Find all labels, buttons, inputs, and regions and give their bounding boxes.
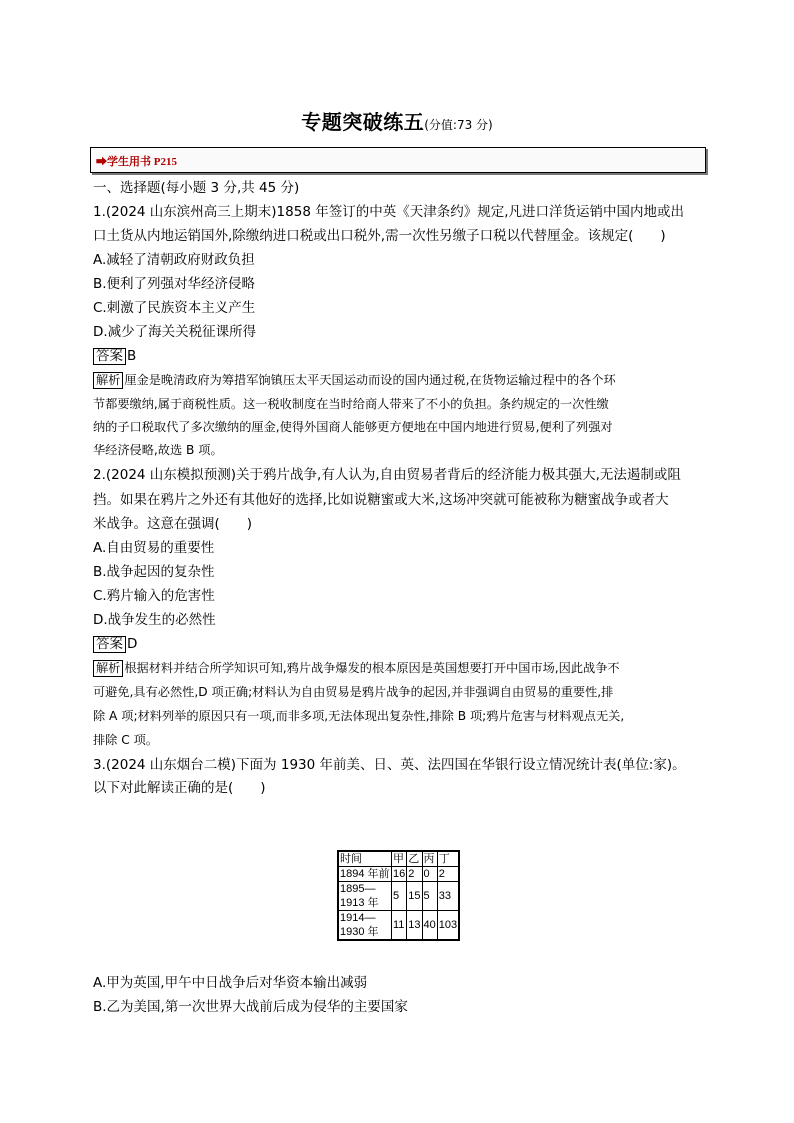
section-heading: 一、选择题(每小题 3 分,共 45 分) (93, 180, 300, 196)
q1-analysis-line2: 节都要缴纳,属于商税性质。这一税收制度在当时给商人带来了不小的负担。条约规定的一次性缴 (93, 397, 609, 411)
q1-stem-line2: 口土货从内地运销国外,除缴纳进口税或出口税外,需一次性另缴子口税以代替厘金。该规定( ) (93, 228, 666, 244)
table-cell: 5 (422, 882, 437, 911)
table-cell: 33 (437, 882, 459, 911)
q3-option-a: A.甲为英国,甲午中日战争后对华资本输出减弱 (93, 975, 368, 991)
table-cell: 2 (437, 867, 459, 882)
q1-stem-line1: 1.(2024 山东滨州高三上期末)1858 年签订的中英《天津条约》规定,凡进口洋货运销中国内地或出 (93, 204, 684, 220)
q1-answer-value: B (127, 348, 137, 364)
period-part: 1913 年 (340, 897, 379, 909)
q2-answer-value: D (127, 636, 138, 652)
analysis-tag: 解析 (93, 660, 123, 677)
table-cell: 40 (422, 911, 437, 941)
table-cell: 0 (422, 867, 437, 882)
q1-analysis-line1 (93, 371, 616, 389)
student-book-banner[interactable] (90, 147, 706, 173)
title-main: 专题突破练五 (301, 110, 425, 134)
q3-option-b: B.乙为美国,第一次世界大战前后成为侵华的主要国家 (93, 999, 408, 1015)
q2-analysis-line1 (93, 659, 620, 677)
q2-analysis-line2: 可避免,具有必然性,D 项正确;材料认为自由贸易是鸦片战争的起因,并非强调自由贸易的重要性,排 (93, 685, 614, 699)
table-header-cell: 乙 (407, 851, 422, 867)
q3-stem-line2: 以下对此解读正确的是( ) (93, 780, 266, 796)
table-header-cell: 甲 (392, 851, 407, 867)
q3-stem-line1: 3.(2024 山东烟台二模)下面为 1930 年前美、日、英、法四国在华银行设立情况统计表(单位:家)。 (93, 757, 686, 773)
period-part: 1930 年 (340, 926, 379, 938)
q2-stem-line2: 挡。如果在鸦片之外还有其他好的选择,比如说糖蜜或大米,这场冲突就可能被称为糖蜜战争或者大 (93, 492, 669, 508)
q2-answer (93, 635, 137, 653)
table-cell: 13 (407, 911, 422, 941)
q1-answer (93, 347, 136, 365)
q2-option-c: C.鸦片输入的危害性 (93, 588, 215, 604)
analysis-tag: 解析 (93, 372, 123, 389)
q2-analysis-line3: 除 A 项;材料列举的原因只有一项,而非多项,无法体现出复杂性,排除 B 项;鸦片危害与材料观点无关, (93, 709, 625, 723)
table-cell: 16 (393, 868, 406, 880)
q2-option-a: A.自由贸易的重要性 (93, 540, 215, 556)
q1-option-a: A.减轻了清朝政府财政负担 (93, 252, 255, 268)
q2-stem-line3: 米战争。这意在强调( ) (93, 516, 253, 532)
table-header-row (338, 851, 459, 867)
q2-stem-line1: 2.(2024 山东模拟预测)关于鸦片战争,有人认为,自由贸易者背后的经济能力极其强大,无法遏制或阻 (93, 467, 681, 483)
table-header-cell: 时间 (338, 851, 392, 867)
table-cell-period (338, 882, 392, 911)
q2-analysis-line4: 排除 C 项。 (93, 733, 159, 747)
student-book-link[interactable]: ➡学生用书 P215 (96, 156, 177, 168)
table-cell-period (338, 911, 392, 941)
answer-tag: 答案 (93, 636, 126, 653)
table-cell: 5 (392, 882, 407, 911)
table-header-cell: 丙 (422, 851, 437, 867)
page-title (0, 106, 794, 135)
q2-option-d: D.战争发生的必然性 (93, 612, 216, 628)
q1-option-b: B.便利了列强对华经济侵略 (93, 276, 256, 292)
table-cell: 15 (407, 882, 422, 911)
table-cell: 2 (407, 867, 422, 882)
table-row (338, 882, 459, 911)
title-score: (分值:73 分) (424, 118, 493, 132)
q1-option-d: D.减少了海关关税征课所得 (93, 324, 257, 340)
q1-option-c: C.刺激了民族资本主义产生 (93, 300, 256, 316)
q1-analysis-text1: 厘金是晚清政府为筹措军饷镇压太平天国运动而设的国内通过税,在货物运输过程中的各个环 (124, 373, 616, 387)
answer-tag: 答案 (93, 348, 126, 365)
period-part: 1914— (340, 912, 376, 924)
table-cell: 103 (437, 911, 459, 941)
q2-analysis-text1: 根据材料并结合所学知识可知,鸦片战争爆发的根本原因是英国想要打开中国市场,因此战争不 (124, 661, 620, 675)
table-row (338, 911, 459, 941)
q2-option-b: B.战争起因的复杂性 (93, 564, 215, 580)
q1-analysis-line3: 纳的子口税取代了多次缴纳的厘金,使得外国商人能够更方便地在中国内地进行贸易,便利了列强对 (93, 420, 613, 434)
table-row (338, 867, 459, 882)
period-part: 1895— (340, 883, 376, 895)
bank-stats-table (337, 850, 460, 941)
table-cell: 11 (392, 911, 407, 941)
q1-analysis-line4: 华经济侵略,故选 B 项。 (93, 443, 223, 457)
table-header-cell: 丁 (437, 851, 459, 867)
table-cell-period: 1894 年前 (340, 868, 390, 880)
